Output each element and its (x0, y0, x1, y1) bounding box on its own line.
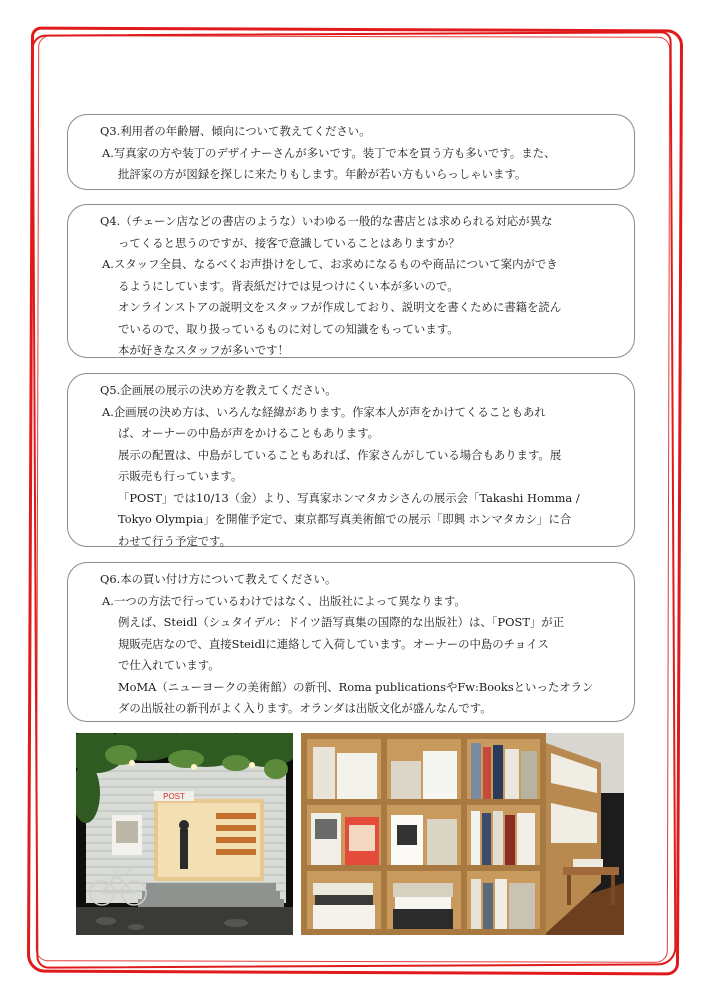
answer-q4-line-5: 本が好きなスタッフが多いです！ (118, 343, 289, 357)
answer-q3-line-1: A.写真家の方や装丁のデザイナーさんが多いです。装丁で本を買う方も多いです。また、 (102, 145, 556, 160)
question-q3: Q3.利用者の年齢層、傾向について教えてください。 (100, 124, 371, 138)
answer-q5-line-1: A.企画展の決め方は、いろんな経緯があります。作家本人が声をかけてくることもあれ (102, 404, 546, 419)
question-q4-cont: ってくると思うのですが、接客で意識していることはありますか？ (118, 235, 460, 250)
answer-q4-line-1: A.スタッフ全員、なるべくお声掛けをして、お求めになるものや商品について案内ができ (102, 257, 558, 271)
answer-q5-line-4: 示販売も行っています。 (118, 469, 243, 483)
qa-box-q6 (67, 562, 635, 722)
question-q5: Q5.企画展の展示の決め方を教えてください。 (100, 383, 337, 397)
answer-q6-line-3: 規販売店なので、直接Steidlに連絡して入荷しています。オーナーの中島のチョイス (118, 636, 549, 651)
answer-q5-line-3: 展示の配置は、中島がしていることもあれば、作家さんがしている場合もあります。展 (118, 447, 562, 462)
answer-q4-line-4: でいるので、取り扱っているものに対しての知識をもっています。 (118, 321, 459, 336)
answer-q5-line-6: Tokyo Olympia」を開催予定で、東京都写真美術館での展示「即興 ホンマタカシ」に合 (118, 512, 572, 526)
question-q6: Q6.本の買い付け方について教えてください。 (100, 572, 337, 586)
answer-q6-line-5: MoMA（ニューヨークの美術館）の新刊、Roma publicationsやFw:Booksといったオラン (118, 679, 594, 694)
bookshelves-photo (301, 733, 624, 935)
storefront-photo (76, 733, 293, 935)
qa-box-q5 (67, 373, 635, 547)
answer-q6-line-4: で仕入れています。 (118, 658, 220, 672)
answer-q5-line-2: ば、オーナーの中島が声をかけることもあります。 (118, 426, 380, 440)
answer-q4-line-2: るようにしています。背表紙だけでは見つけにくい本が多いので。 (118, 278, 459, 293)
answer-q6-line-1: A.一つの方法で行っているわけではなく、出版社によって異なります。 (102, 593, 466, 608)
qa-box-q3 (67, 114, 635, 190)
answer-q6-line-2: 例えば、Steidl（シュタイデル：ドイツ語写真集の国際的な出版社）は、「POST」が正 (118, 615, 565, 629)
answer-q5-line-7: わせて行う予定です。 (118, 533, 231, 548)
answer-q3-line-2: 批評家の方が図録を探しに来たりもします。年齢が若い方もいらっしゃいます。 (118, 167, 527, 181)
answer-q4-line-3: オンラインストアの説明文をスタッフが作成しており、説明文を書くために書籍を読ん (118, 300, 562, 314)
answer-q6-line-6: ダの出版社の新刊がよく入ります。オランダは出版文化が盛んなんです。 (118, 701, 492, 715)
storefront-sign: POST (163, 792, 185, 801)
qa-box-q4 (67, 204, 635, 358)
question-q4: Q4.（チェーン店などの書店のような）いわゆる一般的な書店とは求められる対応が異な (100, 214, 553, 228)
answer-q5-line-5: 「POST」では10/13（金）より、写真家ホンマタカシさんの展示会「Takashi Homma / (118, 490, 580, 505)
